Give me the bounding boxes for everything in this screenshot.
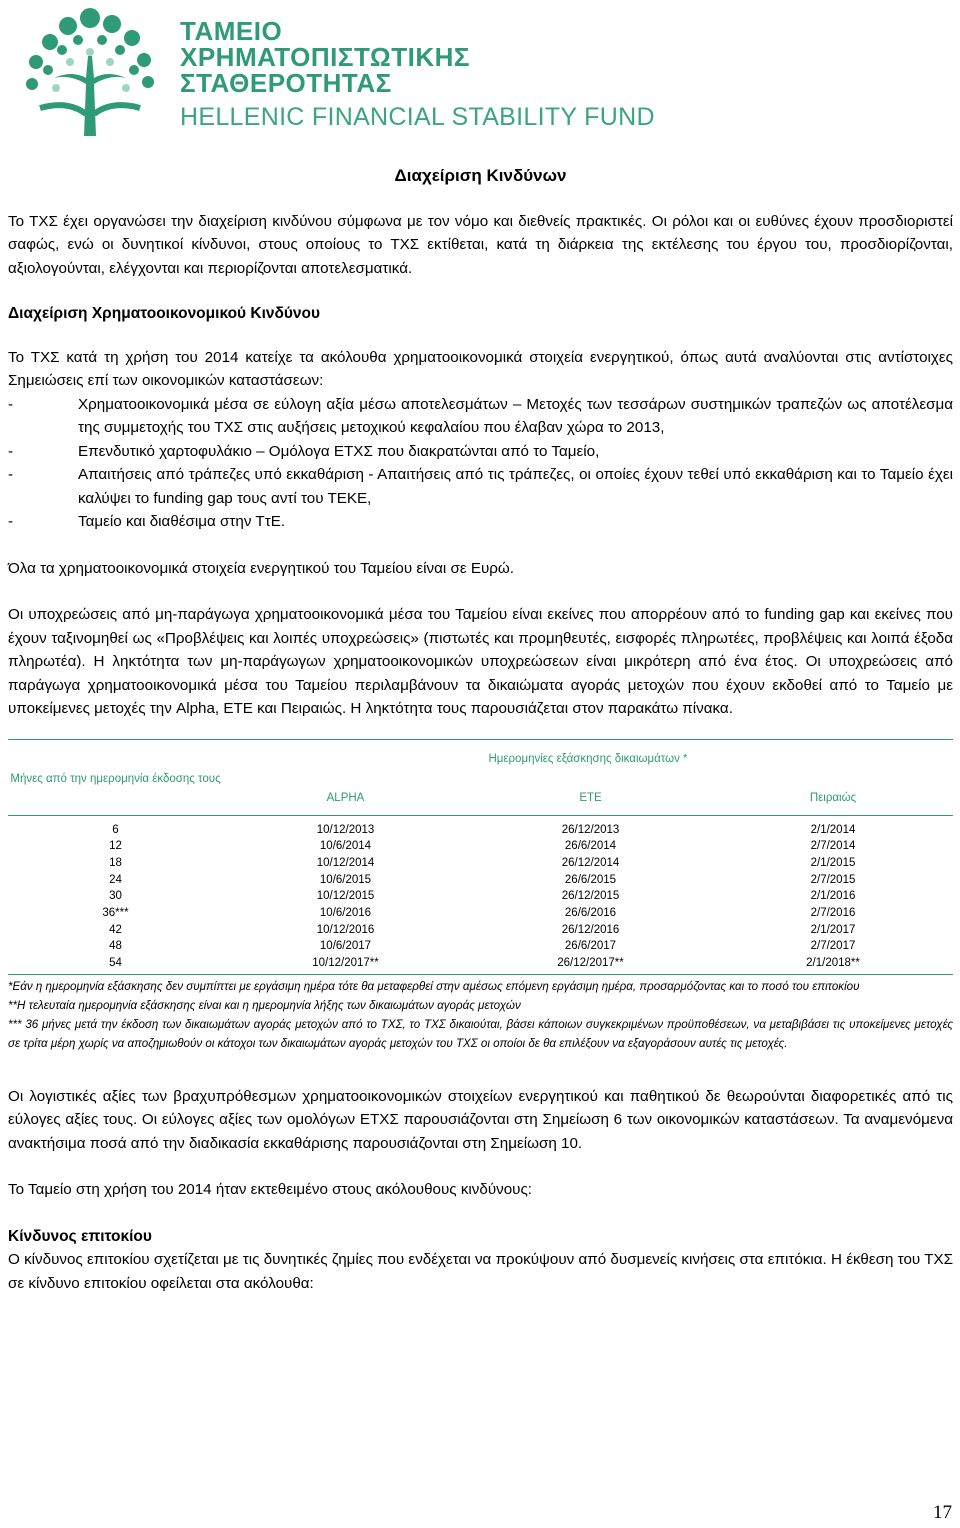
table-cell: 26/12/2017**: [557, 957, 624, 970]
table-cell: 26/6/2015: [564, 873, 617, 886]
page-number: 17: [933, 1502, 952, 1523]
table-cell: 42: [109, 923, 122, 936]
exposure-paragraph: Το Ταμείο στη χρήση του 2014 ήταν εκτεθειμένο στους ακόλουθους κινδύνους:: [8, 1181, 533, 1199]
table-cell: 10/12/2013: [316, 823, 375, 836]
table-header-alpha: ALPHA: [223, 781, 468, 815]
table-cell: 10/12/2017**: [312, 957, 379, 970]
note-1: *Εάν η ημερομηνία εξάσκησης δεν συμπίπτει με εργάσιμη ημέρα τότε θα μεταφερθεί στην αμέσως επόμενη εργάσιμη ημέρα, προσαρμόζοντας και το ποσό του επιτοκίου: [8, 979, 860, 993]
table-cell: 2/1/2016: [810, 890, 856, 903]
table-row: [8, 905, 953, 922]
table-cell: 10/6/2016: [319, 907, 372, 920]
table-cell: 30: [109, 890, 122, 903]
table-cell: 10/6/2014: [319, 840, 372, 853]
logo-line-3: ΣΤΑΘΕΡΟΤΗΤΑΣ: [180, 68, 392, 98]
table-cell: 2/1/2014: [810, 823, 856, 836]
table-cell: 2/7/2014: [810, 840, 856, 853]
table-cell: 2/1/2017: [810, 923, 856, 936]
table-cell: 26/6/2016: [564, 907, 617, 920]
tree-logo-icon: [10, 4, 170, 144]
liabilities-paragraph: Οι υποχρεώσεις από μη-παράγωγα χρηματοοικονομικά μέσα του Ταμείου είναι εκείνες που απορρέουν από το funding gap και εκείνες που έχουν ταξινομηθεί ως «Προβλέψεις και λοιπές υποχρεώσεις» (πιστωτές και προμηθευτές, εισφορές πληρωτέες, προβλέψεις και λοιπά έξοδα πληρωτέα). Η ληκτότητα των μη-παράγωγων χρηματοοικονομικών υποχρεώσεων είναι μικρότερη από ένα έτος. Οι υποχρεώσεις από παράγωγα χρηματοοικονομικά μέσα του Ταμείου περιλαμβάνουν τα δικαιώματα αγοράς μετοχών που έχουν εκδοθεί από το Ταμείο με υποκείμενες μετοχές την Alpha, ΕΤΕ και Πειραιώς. Η ληκτότητα τους παρουσιάζεται στον παρακάτω πίνακα.: [8, 606, 953, 717]
table-row: [8, 922, 953, 939]
table-cell: 10/6/2017: [319, 940, 372, 953]
logo-line-english: HELLENIC FINANCIAL STABILITY FUND: [180, 103, 655, 131]
table-row: [8, 888, 953, 905]
table-cell: 2/1/2018**: [806, 957, 860, 970]
fair-value-paragraph: Οι λογιστικές αξίες των βραχυπρόθεσμων χρηματοοικονομικών στοιχείων ενεργητικού και παθητικού δε θεωρούνται διαφορετικές από τις εύλογες αξίες τους. Οι εύλογες αξίες των ομολόγων ΕΤΧΣ παρουσιάζονται στη Σημείωση 6 των οικονομικών καταστάσεων. Τα αναμενόμενα ανακτήσιμα ποσά από την διαδικασία εκκαθάρισης παρουσιάζονται στη Σημείωση 10.: [8, 1087, 953, 1152]
section-heading-interest-rate-risk: Κίνδυνος επιτοκίου: [8, 1227, 152, 1245]
table-cell: 2/7/2017: [810, 940, 856, 953]
logo-line-2: ΧΡΗΜΑΤΟΠΙΣΤΩΤΙΚΗΣ: [180, 42, 470, 72]
table-cell: 26/6/2017: [564, 940, 617, 953]
table-cell: 2/1/2015: [810, 856, 856, 869]
table-cell: 12: [109, 840, 122, 853]
table-cell: 48: [109, 940, 122, 953]
list-item: - Ταμείο και διαθέσιμα στην ΤτΕ.: [8, 513, 286, 530]
table-cell: 36***: [102, 907, 129, 920]
list-item: - Χρηματοοικονομικά μέσα σε εύλογη αξία μέσω αποτελεσμάτων – Μετοχές των τεσσάρων συστημικών τραπεζών ως αποτέλεσμα της συμμετοχής του ΤΧΣ στις αυξήσεις μετοχικού κεφαλαίου που έλαβαν χώρα το 2013,: [8, 395, 953, 436]
table-cell: 6: [112, 823, 119, 836]
section-heading-financial-risk: Διαχείριση Χρηματοοικονομικού Κινδύνου: [8, 305, 321, 322]
table-header-piraeus: Πειραιώς: [713, 781, 953, 815]
table-header-months: Μήνες από την ημερομηνία έκδοσης τους: [8, 739, 223, 815]
table-row: [8, 955, 953, 974]
table-row: [8, 938, 953, 955]
note-3: *** 36 μήνες μετά την έκδοση των δικαιωμάτων αγοράς μετοχών από το ΤΧΣ, το ΤΧΣ δικαιούται, βάσει κάποιων συγκεκριμένων προϋποθέσεων, να μεταβιβάσει τις υποκείμενες μετοχές σε τρίτα μέρη χωρίς να αποζημιωθούν οι κάτοχοι των δικαιωμάτων αγοράς μετοχών του ΤΧΣ οι οποίοι δε θα επιλέξουν να εξαγοράσουν αυτές τις μετοχές.: [8, 1017, 953, 1050]
warrants-table: [8, 739, 953, 975]
table-cell: 26/12/2013: [561, 823, 620, 836]
table-cell: 26/6/2014: [564, 840, 617, 853]
table-row: [8, 838, 953, 855]
document-body: [8, 160, 953, 1295]
intro-paragraph: Το ΤΧΣ έχει οργανώσει την διαχείριση κινδύνου σύμφωνα με τον νόμο και διεθνείς πρακτικές. Οι ρόλοι και οι ευθύνες έχουν προσδιοριστεί σαφώς, ενώ οι δυνητικοί κίνδυνοι, στους οποίους το ΤΧΣ εκτίθεται, κατά τη διάρκεια της εκτέλεσης του έργου του, προσδιορίζονται, αξιολογούνται, ελέγχονται και περιορίζονται αποτελεσματικά.: [8, 212, 953, 277]
table-row: [8, 855, 953, 872]
assets-paragraph: Το ΤΧΣ κατά τη χρήση του 2014 κατείχε τα ακόλουθα χρηματοοικονομικά στοιχεία ενεργητικού, όπως αυτά αναλύονται στις αντίστοιχες Σημειώσεις επί των οικονομικών καταστάσεων:: [8, 348, 953, 389]
table-row: [8, 872, 953, 889]
table-header-ete: ΕΤΕ: [468, 781, 713, 815]
table-cell: 18: [109, 856, 122, 869]
interest-rate-paragraph: Ο κίνδυνος επιτοκίου σχετίζεται με τις δυνητικές ζημίες που ενδέχεται να προκύψουν από δυσμενείς κινήσεις στα επιτόκια. Η έκθεση του ΤΧΣ σε κίνδυνο επιτοκίου οφείλεται στα ακόλουθα:: [8, 1251, 953, 1292]
table-header-group: Ημερομηνίες εξάσκησης δικαιωμάτων *: [223, 739, 953, 781]
currency-paragraph: Όλα τα χρηματοοικονομικά στοιχεία ενεργητικού του Ταμείου είναι σε Ευρώ.: [8, 559, 515, 577]
table-cell: 10/12/2015: [316, 890, 375, 903]
logo-line-1: ΤΑΜΕΙΟ: [180, 16, 283, 46]
table-cell: 2/7/2016: [810, 907, 856, 920]
list-item: - Επενδυτικό χαρτοφυλάκιο – Ομόλογα ΕΤΧΣ που διακρατώνται από το Ταμείο,: [8, 442, 600, 460]
logo: [10, 4, 655, 144]
table-notes: [8, 977, 953, 1053]
table-cell: 54: [109, 957, 122, 970]
page-title: Διαχείριση Κινδύνων: [394, 166, 567, 185]
table-cell: 24: [109, 873, 122, 886]
table-cell: 26/12/2016: [561, 923, 620, 936]
table-cell: 2/7/2015: [810, 873, 856, 886]
table-cell: 10/12/2016: [316, 923, 375, 936]
table-row: [8, 815, 953, 838]
note-2: **Η τελευταία ημερομηνία εξάσκησης είναι και η ημερομηνία λήξης των δικαιωμάτων αγοράς μετοχών: [8, 998, 521, 1012]
table-cell: 10/12/2014: [316, 856, 375, 869]
assets-list: [8, 393, 953, 534]
table-cell: 10/6/2015: [319, 873, 372, 886]
list-item: - Απαιτήσεις από τράπεζες υπό εκκαθάριση - Απαιτήσεις από τις τράπεζες, οι οποίες έχουν τεθεί υπό εκκαθάριση και το Ταμείο έχει καλύψει το funding gap τους αντί του ΤΕΚΕ,: [8, 466, 953, 507]
table-cell: 26/12/2015: [561, 890, 620, 903]
table-cell: 26/12/2014: [561, 856, 620, 869]
